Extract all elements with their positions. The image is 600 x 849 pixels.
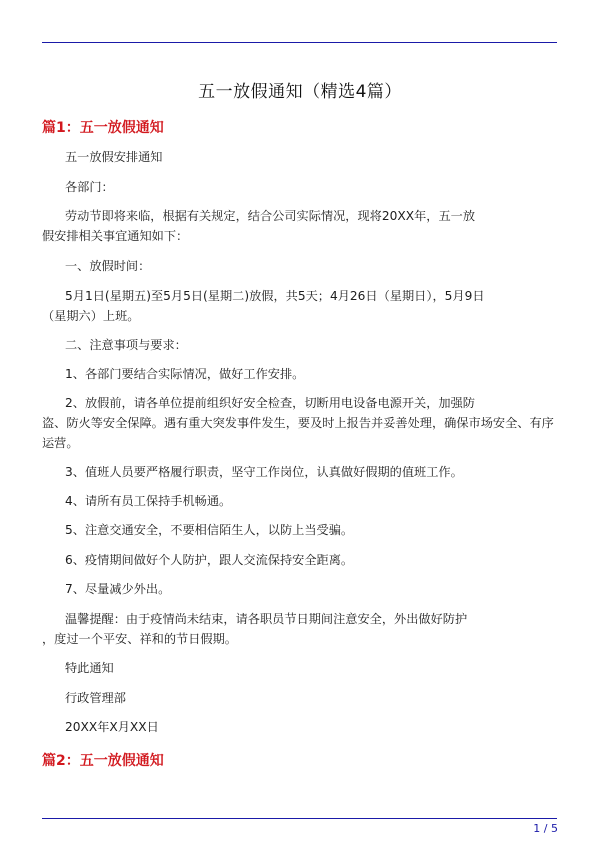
document-title: 五一放假通知（精选4篇） [198, 82, 402, 102]
paragraph-item-6: 6、疫情期间做好个人防护，跟人交流保持安全距离。 [65, 553, 354, 567]
section-2-heading: 篇2：五一放假通知 [42, 753, 164, 769]
paragraph-item-5: 5、注意交通安全，不要相信陌生人，以防上当受骗。 [65, 523, 354, 537]
paragraph-notice-title: 五一放假安排通知 [65, 150, 163, 164]
paragraph-dates: 5月1日(星期五)至5月5日(星期二)放假，共5天；4月26日（星期日），5月9日 （星期六）上班。 [42, 289, 485, 323]
page-number: 1 / 5 [533, 822, 558, 835]
paragraph-item-4: 4、请所有员工保持手机畅通。 [65, 494, 232, 508]
paragraph-date: 20XX年X月XX日 [65, 720, 159, 734]
paragraph-closing: 特此通知 [65, 661, 114, 675]
paragraph-item-2: 2、放假前，请各单位提前组织好安全检查，切断用电设备电源开关，加强防 盗、防火等安全保障。遇有重大突发事件发生，要及时上报告并妥善处理，确保市场安全、有序 运营。 [42, 396, 554, 450]
paragraph-department: 行政管理部 [65, 691, 126, 705]
paragraph-section-two: 二、注意事项与要求： [65, 338, 187, 352]
paragraph-salutation: 各部门： [65, 180, 114, 194]
paragraph-item-3: 3、值班人员要严格履行职责，坚守工作岗位，认真做好假期的值班工作。 [65, 465, 463, 479]
paragraph-section-one: 一、放假时间： [65, 259, 151, 273]
footer-rule [42, 818, 557, 819]
header-rule [42, 42, 557, 43]
paragraph-reminder: 温馨提醒：由于疫情尚未结束，请各职员节日期间注意安全，外出做好防护 ，度过一个平安、祥和的节日假期。 [42, 612, 468, 646]
paragraph-item-1: 1、各部门要结合实际情况，做好工作安排。 [65, 367, 305, 381]
paragraph-intro: 劳动节即将来临，根据有关规定，结合公司实际情况，现将20XX年，五一放 假安排相关事宜通知如下： [42, 209, 476, 243]
paragraph-item-7: 7、尽量减少外出。 [65, 582, 171, 596]
section-1-heading: 篇1：五一放假通知 [42, 120, 164, 136]
